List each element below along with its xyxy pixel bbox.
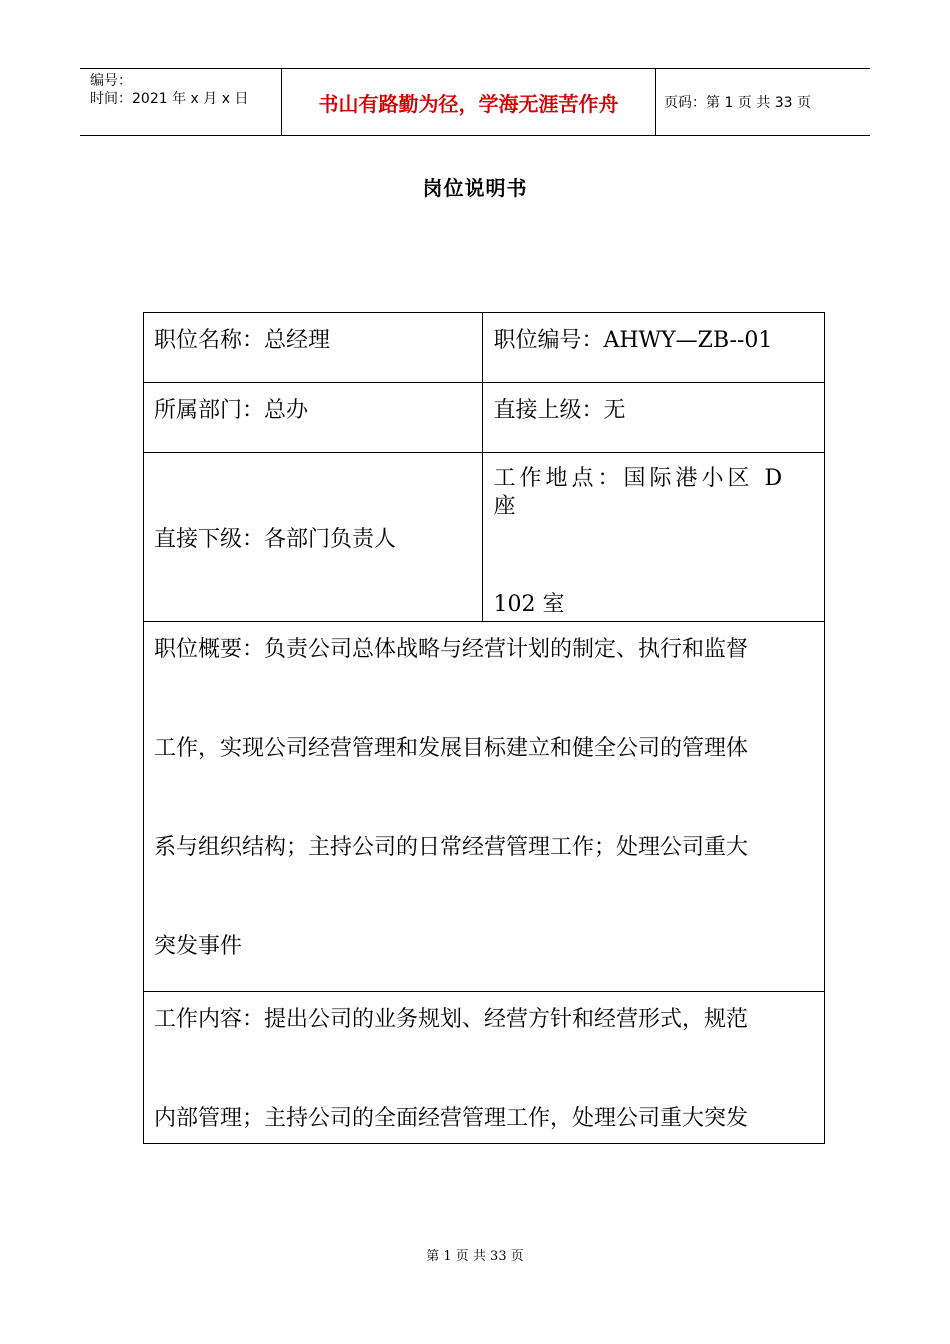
department: 所属部门：总办: [154, 398, 309, 423]
header-meta: [80, 69, 282, 135]
table-row: [144, 453, 825, 622]
table-row: [144, 383, 825, 453]
table-row: [144, 992, 825, 1144]
table-row: [144, 622, 825, 992]
position-name: 职位名称：总经理: [154, 328, 331, 353]
work-content-line: 工作内容：提出公司的业务规划、经营方针和经营形式，规范: [154, 1007, 749, 1032]
department-cell: [144, 383, 483, 453]
summary-line: 突发事件: [154, 934, 243, 959]
position-code: 职位编号：AHWY—ZB--01: [493, 328, 773, 353]
header-page-info: 页码：第 1 页 共 33 页: [664, 95, 811, 111]
page-header: [80, 68, 870, 136]
summary-line: 职位概要：负责公司总体战略与经营计划的制定、执行和监督: [154, 637, 749, 662]
work-location-line1: 工作地点：国际港小区 D 座: [493, 466, 787, 519]
position-name-cell: [144, 313, 483, 383]
summary-line: 工作，实现公司经营管理和发展目标建立和健全公司的管理体: [154, 736, 749, 761]
document-title: 岗位说明书: [422, 176, 528, 200]
direct-superior-cell: [483, 383, 825, 453]
summary-line: 系与组织结构；主持公司的日常经营管理工作；处理公司重大: [154, 835, 749, 860]
job-description-table: [143, 312, 825, 1144]
direct-subordinates: 直接下级：各部门负责人: [154, 526, 397, 552]
work-content-cell: [144, 992, 825, 1144]
direct-subordinates-cell: [144, 453, 483, 622]
number-label: 编号：: [90, 73, 132, 89]
work-content-line: 内部管理；主持公司的全面经营管理工作，处理公司重大突发: [154, 1106, 749, 1131]
work-location-cell: [483, 453, 825, 622]
direct-superior: 直接上级：无: [493, 398, 626, 423]
table-row: [144, 313, 825, 383]
header-motto: 书山有路勤为径，学海无涯苦作舟: [282, 69, 656, 135]
time-label: 时间：2021 年 x 月 x 日: [90, 91, 249, 107]
page-footer: 第 1 页 共 33 页: [426, 1249, 524, 1264]
position-code-cell: [483, 313, 825, 383]
work-location-line2: 102 室: [493, 592, 565, 617]
summary-cell: [144, 622, 825, 992]
